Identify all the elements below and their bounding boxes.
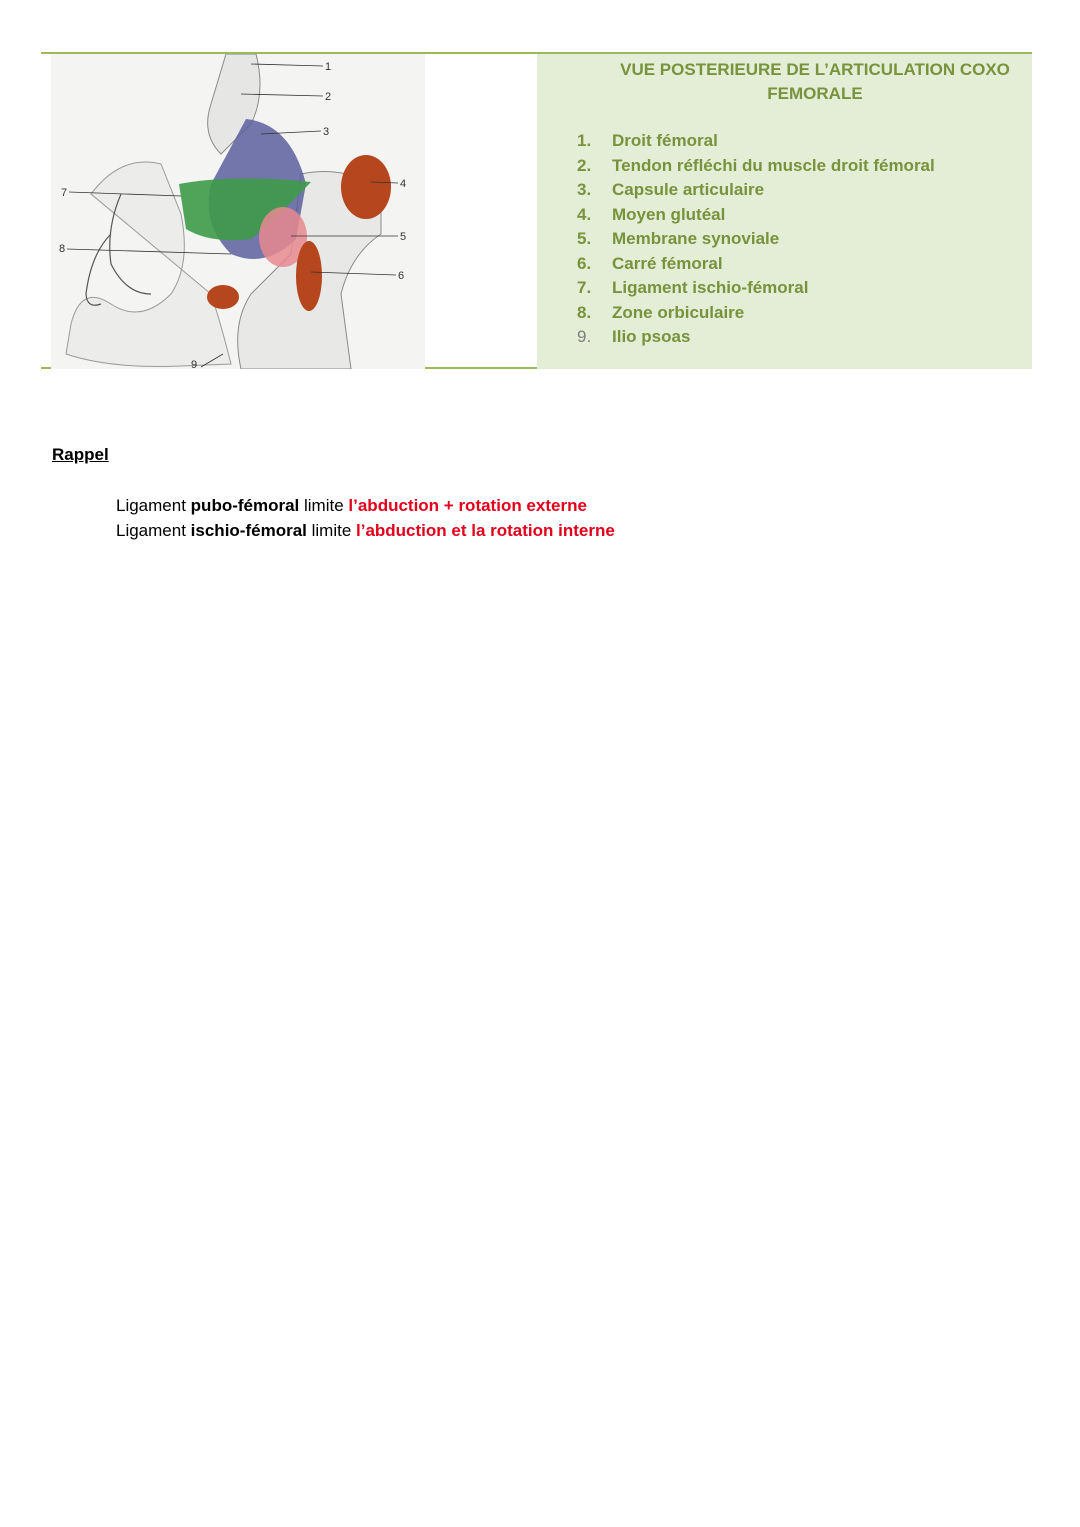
legend-text: Capsule articulaire [612, 180, 765, 200]
caption-cell [537, 54, 1032, 369]
legend-item [577, 325, 935, 350]
caption-title [599, 58, 1031, 106]
line-prefix: Ligament [116, 521, 191, 540]
legend-text: Zone orbiculaire [612, 302, 745, 322]
legend-text: Tendon réfléchi du muscle droit fémoral [612, 155, 935, 175]
legend-text: Ilio psoas [612, 327, 691, 347]
movement-limit: l’abduction et la rotation interne [356, 521, 615, 540]
figure-table [41, 52, 1032, 369]
legend-number: 9. [577, 327, 592, 347]
legend-number: 3. [577, 180, 592, 200]
hip-anatomy-drawing [51, 54, 425, 369]
legend-item [577, 129, 935, 154]
legend-list [577, 129, 935, 350]
figure-label-9: 9 [191, 359, 198, 369]
legend-text: Carré fémoral [612, 253, 723, 273]
ligament-name: pubo-fémoral [190, 496, 300, 515]
legend-text: Droit fémoral [612, 131, 718, 151]
line-verb: limite [299, 496, 349, 515]
figure-label-8: 8 [59, 243, 66, 255]
rappel-line-pubo [116, 493, 615, 518]
caption-title-line-1: VUE POSTERIEURE DE L’ARTICULATION COXO [620, 60, 1010, 79]
legend-number: 8. [577, 302, 592, 322]
line-verb: limite [306, 521, 356, 540]
legend-number: 7. [577, 278, 592, 298]
legend-item [577, 276, 935, 301]
legend-number: 2. [577, 155, 592, 175]
legend-item [577, 301, 935, 326]
figure-label-7: 7 [61, 187, 68, 199]
legend-item [577, 203, 935, 228]
legend-item [577, 227, 935, 252]
figure-label-1: 1 [325, 61, 332, 73]
figure-label-2: 2 [325, 91, 332, 103]
rappel-body [116, 493, 615, 543]
figure-label-5: 5 [400, 231, 407, 243]
legend-number: 5. [577, 229, 592, 249]
caption-title-line-2: FEMORALE [767, 84, 863, 103]
legend-text: Ligament ischio-fémoral [612, 278, 809, 298]
figure-label-3: 3 [323, 126, 330, 138]
legend-item [577, 154, 935, 179]
line-prefix: Ligament [116, 496, 191, 515]
rappel-heading: Rappel [52, 445, 109, 464]
legend-text: Moyen glutéal [612, 204, 726, 224]
hip-joint-illustration [51, 54, 425, 369]
legend-item [577, 178, 935, 203]
rappel-line-ischio [116, 518, 615, 543]
legend-number: 1. [577, 131, 592, 151]
movement-limit: l’abduction + rotation externe [348, 496, 587, 515]
figure-label-6: 6 [398, 270, 405, 282]
legend-number: 6. [577, 253, 592, 273]
ligament-name: ischio-fémoral [190, 521, 307, 540]
legend-text: Membrane synoviale [612, 229, 780, 249]
legend-number: 4. [577, 204, 592, 224]
legend-item [577, 252, 935, 277]
figure-label-4: 4 [400, 178, 407, 190]
